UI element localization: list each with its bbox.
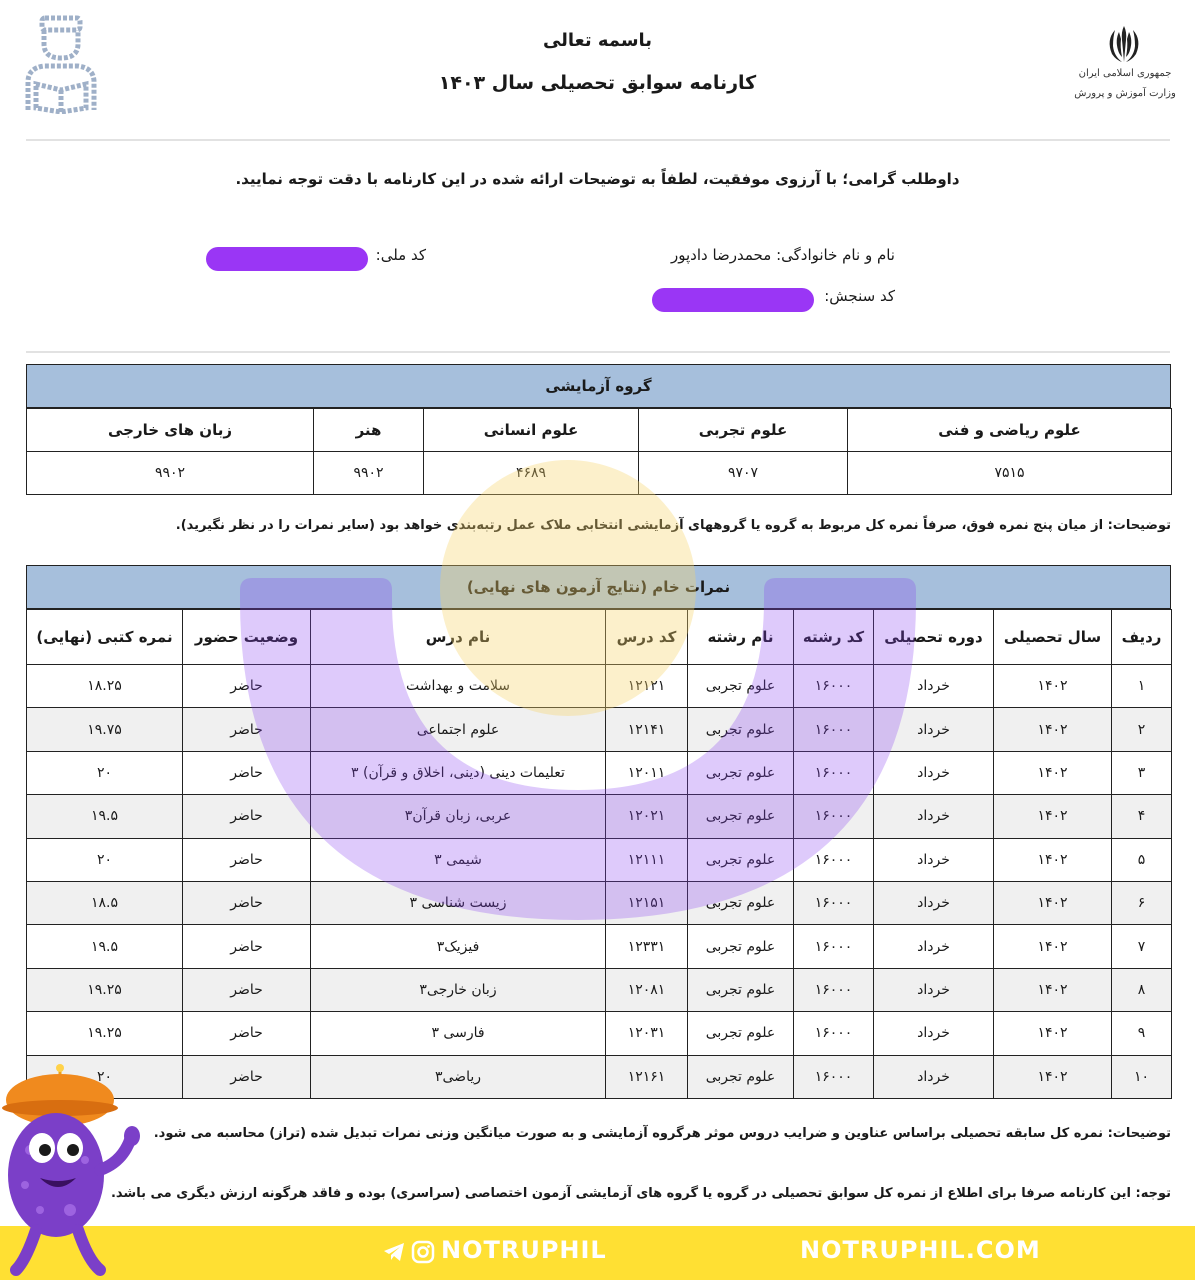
scores-table-title: نمرات خام (نتایج آزمون های نهایی) — [26, 565, 1171, 609]
cell-field-name: علوم تجربی — [688, 881, 794, 924]
cell-attendance: حاضر — [183, 795, 311, 838]
cell-term: خرداد — [874, 665, 994, 708]
cell-term: خرداد — [874, 925, 994, 968]
group-header: علوم تجربی — [639, 409, 848, 452]
group-table — [26, 408, 1172, 495]
table-row — [27, 1055, 1172, 1098]
cell-field-name: علوم تجربی — [688, 925, 794, 968]
group-header: علوم انسانی — [424, 409, 639, 452]
table-row — [27, 838, 1172, 881]
cell-row-number: ۶ — [1112, 881, 1172, 924]
cell-year: ۱۴۰۲ — [994, 708, 1112, 751]
col-header-row-number: ردیف — [1112, 610, 1172, 665]
cell-field-name: علوم تجربی — [688, 708, 794, 751]
emblem-caption-country: جمهوری اسلامی ایران — [1078, 68, 1172, 79]
cell-year: ۱۴۰۲ — [994, 968, 1112, 1011]
table-row — [27, 665, 1172, 708]
cell-score: ۱۸.۵ — [27, 881, 183, 924]
table-row — [27, 708, 1172, 751]
cell-row-number: ۳ — [1112, 751, 1172, 794]
footer-social-handle[interactable]: NOTRUPHIL — [441, 1236, 607, 1264]
cell-course-code: ۱۲۱۶۱ — [606, 1055, 688, 1098]
group-value: ۹۹۰۲ — [314, 452, 424, 495]
raw-scores-table — [26, 565, 1171, 1099]
scores-table — [26, 609, 1172, 1099]
group-header: علوم ریاضی و فنی — [848, 409, 1172, 452]
cell-score: ۱۹.۵ — [27, 795, 183, 838]
cell-year: ۱۴۰۲ — [994, 881, 1112, 924]
cell-field-code: ۱۶۰۰۰ — [794, 708, 874, 751]
cell-course-name: فیزیک۳ — [311, 925, 606, 968]
group-table-title: گروه آزمایشی — [26, 364, 1171, 408]
table-row — [27, 751, 1172, 794]
cell-course-name: علوم اجتماعی — [311, 708, 606, 751]
cell-field-code: ۱۶۰۰۰ — [794, 1055, 874, 1098]
student-name-label: نام و نام خانوادگی: — [776, 246, 895, 264]
cell-course-code: ۱۲۰۱۱ — [606, 751, 688, 794]
cell-course-code: ۱۲۳۳۱ — [606, 925, 688, 968]
cell-score: ۱۸.۲۵ — [27, 665, 183, 708]
cell-term: خرداد — [874, 708, 994, 751]
cell-score: ۲۰ — [27, 838, 183, 881]
cell-year: ۱۴۰۲ — [994, 751, 1112, 794]
cell-score: ۱۹.۵ — [27, 925, 183, 968]
group-header: هنر — [314, 409, 424, 452]
cell-term: خرداد — [874, 751, 994, 794]
emblem-caption-ministry: وزارت آموزش و پرورش — [1074, 88, 1176, 99]
cell-course-name: زبان خارجی۳ — [311, 968, 606, 1011]
mascot-character-icon — [0, 1060, 150, 1280]
cell-course-name: تعلیمات دینی (دینی، اخلاق و قرآن) ۳ — [311, 751, 606, 794]
col-header-field-code: کد رشته — [794, 610, 874, 665]
cell-field-name: علوم تجربی — [688, 665, 794, 708]
cell-course-code: ۱۲۱۵۱ — [606, 881, 688, 924]
cell-field-code: ۱۶۰۰۰ — [794, 1012, 874, 1055]
table-row — [27, 795, 1172, 838]
cell-course-name: شیمی ۳ — [311, 838, 606, 881]
cell-attendance: حاضر — [183, 881, 311, 924]
cell-term: خرداد — [874, 838, 994, 881]
table-row — [27, 925, 1172, 968]
group-value: ۴۶۸۹ — [424, 452, 639, 495]
cell-course-name: فارسی ۳ — [311, 1012, 606, 1055]
cell-field-name: علوم تجربی — [688, 795, 794, 838]
note-group-scores: توضیحات: از میان پنج نمره فوق، صرفاً نمره کل مربوط به گروه یا گروههای آزمایشی انتخابی ملاک عمل رتبه‌بندی خواهد بود (سایر نمرات را در نظر نگیرید). — [175, 518, 1171, 533]
group-header-row — [27, 409, 1172, 452]
cell-attendance: حاضر — [183, 751, 311, 794]
exam-code-label: کد سنجش: — [824, 287, 895, 305]
group-value: ۹۷۰۷ — [639, 452, 848, 495]
cell-attendance: حاضر — [183, 838, 311, 881]
cell-score: ۲۰ — [27, 751, 183, 794]
cell-year: ۱۴۰۲ — [994, 1012, 1112, 1055]
cell-score: ۱۹.۲۵ — [27, 968, 183, 1011]
cell-score: ۱۹.۲۵ — [27, 1012, 183, 1055]
telegram-icon[interactable] — [382, 1240, 406, 1264]
cell-field-code: ۱۶۰۰۰ — [794, 925, 874, 968]
cell-score: ۲۰ — [27, 1055, 183, 1098]
cell-row-number: ۹ — [1112, 1012, 1172, 1055]
cell-row-number: ۵ — [1112, 838, 1172, 881]
cell-row-number: ۴ — [1112, 795, 1172, 838]
cell-field-name: علوم تجربی — [688, 838, 794, 881]
cell-course-code: ۱۲۱۲۱ — [606, 665, 688, 708]
cell-term: خرداد — [874, 968, 994, 1011]
cell-year: ۱۴۰۲ — [994, 795, 1112, 838]
divider — [26, 139, 1170, 141]
cell-term: خرداد — [874, 1055, 994, 1098]
table-row — [27, 881, 1172, 924]
cell-field-name: علوم تجربی — [688, 1012, 794, 1055]
national-code-label: کد ملی: — [375, 246, 426, 264]
cell-course-code: ۱۲۰۸۱ — [606, 968, 688, 1011]
note-calculation: توضیحات: نمره کل سابقه تحصیلی براساس عناوین و ضرایب دروس موثر هرگروه آزمایشی و به صورت میانگین وزنی نمرات تبدیل شده (تراز) محاسبه می شود. — [153, 1126, 1171, 1141]
col-header-score: نمره کتبی (نهایی) — [27, 610, 183, 665]
cell-field-code: ۱۶۰۰۰ — [794, 795, 874, 838]
group-values-row — [27, 452, 1172, 495]
cell-attendance: حاضر — [183, 665, 311, 708]
cell-field-code: ۱۶۰۰۰ — [794, 751, 874, 794]
cell-field-code: ۱۶۰۰۰ — [794, 881, 874, 924]
cell-course-code: ۱۲۱۱۱ — [606, 838, 688, 881]
cell-field-code: ۱۶۰۰۰ — [794, 838, 874, 881]
cell-year: ۱۴۰۲ — [994, 925, 1112, 968]
cell-attendance: حاضر — [183, 708, 311, 751]
group-header: زبان های خارجی — [27, 409, 314, 452]
cell-course-code: ۱۲۱۴۱ — [606, 708, 688, 751]
cell-course-name: سلامت و بهداشت — [311, 665, 606, 708]
table-row — [27, 1012, 1172, 1055]
cell-year: ۱۴۰۲ — [994, 838, 1112, 881]
iran-emblem-icon — [1102, 22, 1146, 66]
cell-field-name: علوم تجربی — [688, 1055, 794, 1098]
cell-row-number: ۱ — [1112, 665, 1172, 708]
col-header-attendance: وضعیت حضور — [183, 610, 311, 665]
cell-course-code: ۱۲۰۲۱ — [606, 795, 688, 838]
cell-course-code: ۱۲۰۳۱ — [606, 1012, 688, 1055]
student-name-field — [655, 246, 895, 264]
instagram-icon[interactable] — [411, 1240, 435, 1264]
footer-website[interactable]: NOTRUPHIL.COM — [800, 1236, 1041, 1264]
exam-code-redacted — [652, 288, 814, 312]
divider — [26, 351, 1170, 353]
col-header-term: دوره تحصیلی — [874, 610, 994, 665]
group-value: ۷۵۱۵ — [848, 452, 1172, 495]
cell-attendance: حاضر — [183, 968, 311, 1011]
page-title: کارنامه سوابق تحصیلی سال ۱۴۰۳ — [438, 72, 757, 94]
page-header — [0, 0, 1195, 140]
cell-course-name: عربی، زبان قرآن۳ — [311, 795, 606, 838]
page-heading-basmala: باسمه تعالی — [542, 30, 653, 51]
cell-attendance: حاضر — [183, 925, 311, 968]
cell-term: خرداد — [874, 795, 994, 838]
cell-course-name: زیست شناسی ۳ — [311, 881, 606, 924]
group-scores-table — [26, 364, 1171, 495]
cell-year: ۱۴۰۲ — [994, 665, 1112, 708]
national-code-redacted — [206, 247, 368, 271]
group-value: ۹۹۰۲ — [27, 452, 314, 495]
cell-field-name: علوم تجربی — [688, 751, 794, 794]
scores-header-row — [27, 610, 1172, 665]
greeting-text: داوطلب گرامی؛ با آرزوی موفقیت، لطفاً به توضیحات ارائه شده در این کارنامه با دقت توجه نمایید. — [235, 170, 960, 188]
cell-field-name: علوم تجربی — [688, 968, 794, 1011]
col-header-year: سال تحصیلی — [994, 610, 1112, 665]
col-header-course-name: نام درس — [311, 610, 606, 665]
cell-term: خرداد — [874, 1012, 994, 1055]
col-header-course-code: کد درس — [606, 610, 688, 665]
cell-row-number: ۲ — [1112, 708, 1172, 751]
student-reading-icon — [22, 14, 100, 114]
cell-field-code: ۱۶۰۰۰ — [794, 968, 874, 1011]
cell-row-number: ۱۰ — [1112, 1055, 1172, 1098]
cell-attendance: حاضر — [183, 1055, 311, 1098]
cell-course-name: ریاضی۳ — [311, 1055, 606, 1098]
cell-field-code: ۱۶۰۰۰ — [794, 665, 874, 708]
cell-attendance: حاضر — [183, 1012, 311, 1055]
student-name-value: محمدرضا دادپور — [671, 246, 772, 264]
cell-year: ۱۴۰۲ — [994, 1055, 1112, 1098]
note-disclaimer: توجه: این کارنامه صرفا برای اطلاع از نمره کل سوابق تحصیلی در گروه یا گروه های آزمایشی آزمون اختصاصی (سراسری) بوده و فاقد هرگونه ارزش دیگری می باشد. — [110, 1186, 1171, 1201]
cell-row-number: ۸ — [1112, 968, 1172, 1011]
cell-term: خرداد — [874, 881, 994, 924]
table-row — [27, 968, 1172, 1011]
col-header-field-name: نام رشته — [688, 610, 794, 665]
cell-score: ۱۹.۷۵ — [27, 708, 183, 751]
cell-row-number: ۷ — [1112, 925, 1172, 968]
